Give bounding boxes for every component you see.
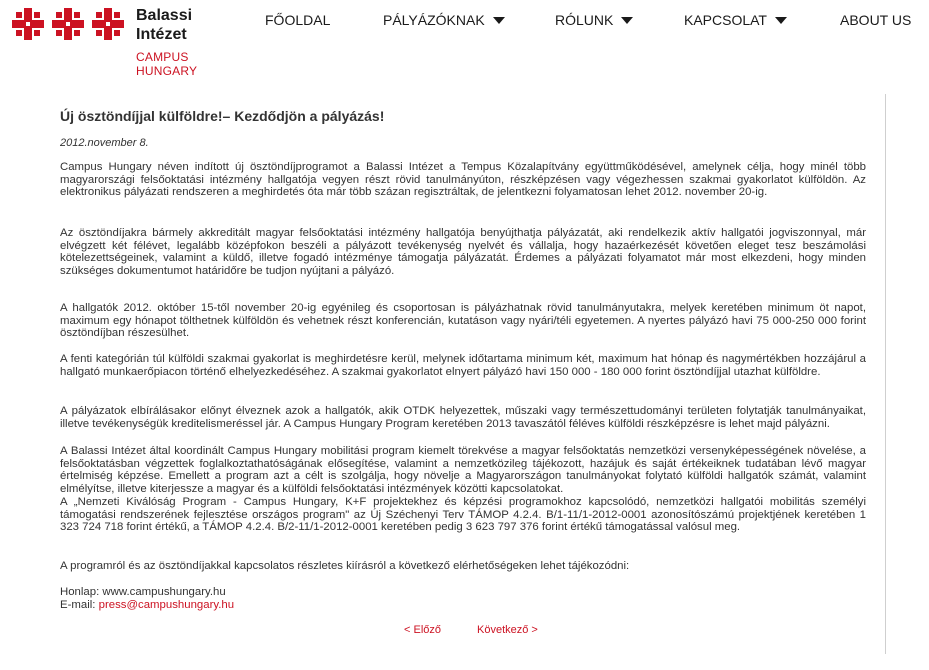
contact-email-label: E-mail:	[60, 599, 99, 611]
nav-item-label: ABOUT US	[840, 12, 912, 28]
article-paragraph: A hallgatók 2012. október 15-től november 20-ig egyénileg és csoportosan is pályázhatnak rövid tanulmányutakra, melyek keretében minimum öt napot, maximum egy hónapot tölthetnek külföldön és vehetnek részt konferencián, kutatáson vagy nyári/téli egyetemen. A nyertes pályázó havi 75 000-250 000 forint ösztöndíjban részesülhet.	[60, 302, 866, 339]
nav-item-contact[interactable]	[684, 12, 787, 28]
nav-item-label: PÁLYÁZÓKNAK	[383, 12, 485, 28]
nav-item-home[interactable]	[265, 12, 330, 28]
chevron-down-icon	[493, 17, 505, 24]
article-paragraph: A pályázatok elbírálásakor előnyt élveznek azok a hallgatók, akik OTDK helyezettek, műszaki vagy természettudományi területen folytatják tanulmányaikat, illetve tevékenységük kreditelismeréssel jár. A Campus Hungary Program keretében 2013 tavaszától féléves külföldi részképzésre is lehet majd pályázni.	[60, 405, 866, 430]
article-title: Új ösztöndíjjal külföldre!– Kezdődjön a pályázás!	[60, 108, 385, 124]
nav-item-about-us[interactable]	[840, 12, 911, 28]
site-header	[0, 0, 929, 78]
main-nav	[0, 12, 929, 34]
contact-web: Honlap: www.campushungary.hu	[60, 586, 226, 598]
nav-item-about[interactable]	[555, 12, 633, 28]
contact-email-row	[60, 599, 866, 612]
article-container	[48, 94, 886, 654]
article-paragraph: A programról és az ösztöndíjakkal kapcsolatos részletes kiírásról a következő elérhetőségeken lehet tájékozódni:	[60, 560, 630, 572]
contact-email-link[interactable]: press@campushungary.hu	[98, 599, 235, 611]
logo-subtitle: CAMPUS HUNGARY	[136, 50, 198, 78]
pager-prev-link[interactable]: < Előző	[404, 624, 441, 636]
article-paragraph: Campus Hungary néven indított új ösztöndíjprogramot a Balassi Intézet a Tempus Közalapítvány együttműködésével, amelynek célja, hogy minél több magyarországi felsőoktatási intézmény hallgatója vegyen részt rövid tanulmányúton, részképzésen vagy végezhessen szakmai gyakorlatot külföldön. Az elektronikus pályázati rendszeren a meghirdetés óta már több százan regisztráltak, de jelentkezni folyamatosan lehet 2012. november 20-ig.	[60, 161, 866, 198]
nav-item-label: RÓLUNK	[555, 12, 614, 28]
nav-item-applicants[interactable]	[383, 12, 505, 28]
article-paragraph: A fenti kategórián túl külföldi szakmai gyakorlat is meghirdetésre kerül, melynek időtartama minimum két, maximum hat hónap és nagymértékben hozzájárul a hallgató munkaerőpiacon történő elhelyezkedéséhez. A szakmai gyakorlatot elnyert pályázó havi 150 000 - 180 000 forint ösztöndíjjal utazhat külföldre.	[60, 353, 866, 378]
logo-name-line1: Balassi	[136, 7, 193, 24]
article-date: 2012.november 8.	[60, 137, 149, 149]
article-paragraph: Az ösztöndíjakra bármely akkreditált magyar felsőoktatási intézmény hallgatója benyújthatja pályázatát, aki rendelkezik aktív hallgatói jogviszonnyal, már elvégzett két félévet, legalább középfokon beszéli a pályázott tevékenység nyelvét és vállalja, hogy hazaérkezését követően eleget tesz beszámolási kötelezettségeinek, valamint a küldő, illetve fogadó intézménye támogatja pályázatát. Érdemes a pályázati folyamatot már most elkezdeni, hogy minden szükséges dokumentumot határidőre be tudjon nyújtani a pályázó.	[60, 227, 866, 277]
pager-next-link[interactable]: Következő >	[477, 624, 538, 636]
article-paragraph: A „Nemzeti Kiválóság Program - Campus Hungary, K+F projektekhez és képzési programokhoz kapcsolódó, nemzetközi hallgatói mobilitás személyi támogatási rendszerének fejlesztése országos program" az Új Széchenyi Terv TÁMOP 4.2.4. B/1-11/1-2012-0001 azonosítószámú projektjének keretében 1 323 724 718 forint értékű, a TÁMOP 4.2.4. B/2-11/1-2012-0001 keretében pedig 3 623 797 376 forint értékű támogatással valósul meg.	[60, 496, 866, 533]
nav-item-label: KAPCSOLAT	[684, 12, 767, 28]
chevron-down-icon	[621, 17, 633, 24]
logo-name-line2: Intézet	[136, 26, 187, 43]
nav-item-label: FŐOLDAL	[265, 12, 331, 28]
chevron-down-icon	[775, 17, 787, 24]
article-paragraph: A Balassi Intézet által koordinált Campus Hungary mobilitási program kiemelt törekvése a magyar felsőoktatás nemzetközi versenyképességének növelése, a felsőoktatásban végzettek foglalkoztathatóságának elősegítése, valamint a nemzetközileg tájékozott, hazájuk és saját értékeiknek tudatában lévő magyar értelmiség képzése. Emellett a program azt a célt is szolgálja, hogy növelje a Magyarországon tanulmányokat folytató külföldi hallgatók számát, valamint elmélyítse, illetve kiterjessze a magyar és a külföldi felsőoktatási intézmények közötti kapcsolatokat.	[60, 445, 866, 495]
